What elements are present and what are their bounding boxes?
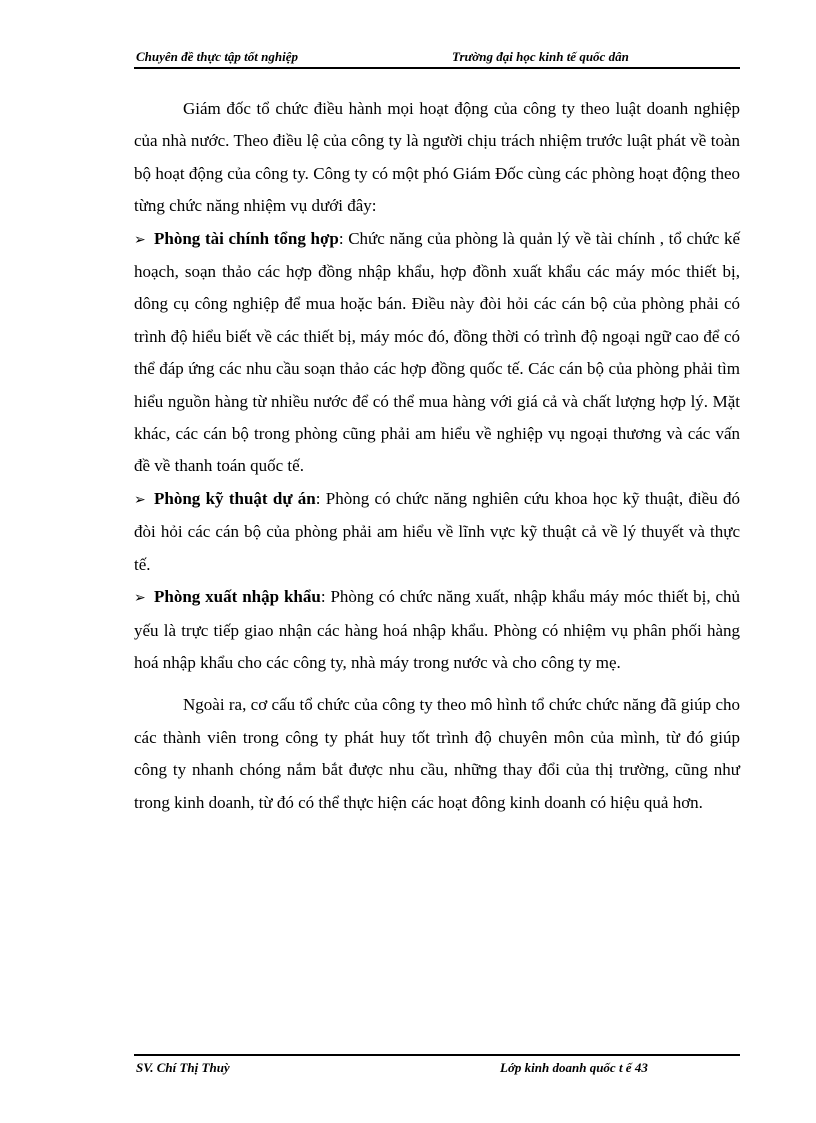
bullet-item-technical xyxy=(134,483,740,581)
header-right-text: Trường đại học kinh tế quốc dân xyxy=(452,49,629,64)
page-header xyxy=(134,49,740,67)
bullet-item-import-export xyxy=(134,581,740,679)
closing-paragraph: Ngoài ra, cơ cấu tổ chức của công ty theo mô hình tổ chức chức năng đã giúp cho các thành viên trong công ty phát huy tốt trình độ chuyên môn của mình, từ đó giúp công ty nhanh chóng nắm bắt được nhu cầu, những thay đổi của thị trường, cũng như trong kinh doanh, từ đó có thể thực hiện các hoạt đông kinh doanh có hiệu quả hơn. xyxy=(134,695,740,812)
document-body xyxy=(134,93,740,819)
page-footer xyxy=(134,1060,740,1078)
arrowhead-right-icon: ➢ xyxy=(134,590,146,607)
bullet-item-finance xyxy=(134,223,740,483)
arrowhead-right-icon: ➢ xyxy=(134,491,146,508)
footer-right-text: Lớp kinh doanh quốc t ế 43 xyxy=(500,1060,648,1075)
bullet-text: : Phòng có chức năng xuất, nhập khẩu máy móc thiết bị, chủ yếu là trực tiếp giao nhận các hàng hoá nhập khẩu. Phòng có nhiệm vụ phân phối hàng hoá nhập khẩu cho các công ty, nhà máy trong nước và cho công ty mẹ. xyxy=(134,587,741,672)
bullet-title: Phòng kỹ thuật dự án xyxy=(154,488,316,508)
header-rule xyxy=(134,67,740,69)
footer-left-text: SV. Chí Thị Thuỳ xyxy=(136,1060,230,1075)
bullet-title: Phòng xuất nhập khẩu xyxy=(154,587,321,607)
header-left-text: Chuyên đề thực tập tốt nghiệp xyxy=(136,49,298,64)
footer-rule xyxy=(134,1054,740,1056)
arrowhead-right-icon: ➢ xyxy=(134,231,146,248)
bullet-text: : Phòng có chức năng nghiên cứu khoa học kỹ thuật, điều đó đòi hỏi các cán bộ của phòng phải am hiểu về lĩnh vực kỹ thuật cả về lý thuyết và thực tế. xyxy=(134,488,741,574)
intro-paragraph: Giám đốc tổ chức điều hành mọi hoạt động của công ty theo luật doanh nghiệp của nhà nước. Theo điều lệ của công ty là người chịu trách nhiệm trước luật phát về toàn bộ hoạt động của công ty. Công ty có một phó Giám Đốc cùng các phòng hoạt động theo từng chức năng nhiệm vụ dưới đây: xyxy=(134,99,740,216)
bullet-text: : Chức năng của phòng là quản lý về tài chính , tổ chức kế hoạch, soạn thảo các hợp đồng nhập khẩu, hợp đồnh xuất khẩu các máy móc thiết bị, dông cụ công nghiệp để mua hoặc bán. Điều này đòi hỏi các cán bộ của phòng phải có trình độ hiểu biết về các thiết bị, máy móc đó, đồng thời có trình độ ngoại ngữ cao để có thể đáp ứng các nhu cầu soạn thảo các hợp đồng quốc tế. Các cán bộ của phòng phải tìm hiểu nguồn hàng từ nhiều nước để có thể mua hàng với giá cả và chất lượng hợp lý. Mặt khác, các cán bộ trong phòng cũng phải am hiểu về nghiệp vụ ngoại thương và các vấn đề về thanh toán quốc tế. xyxy=(134,228,741,476)
bullet-title: Phòng tài chính tổng hợp xyxy=(154,228,339,248)
